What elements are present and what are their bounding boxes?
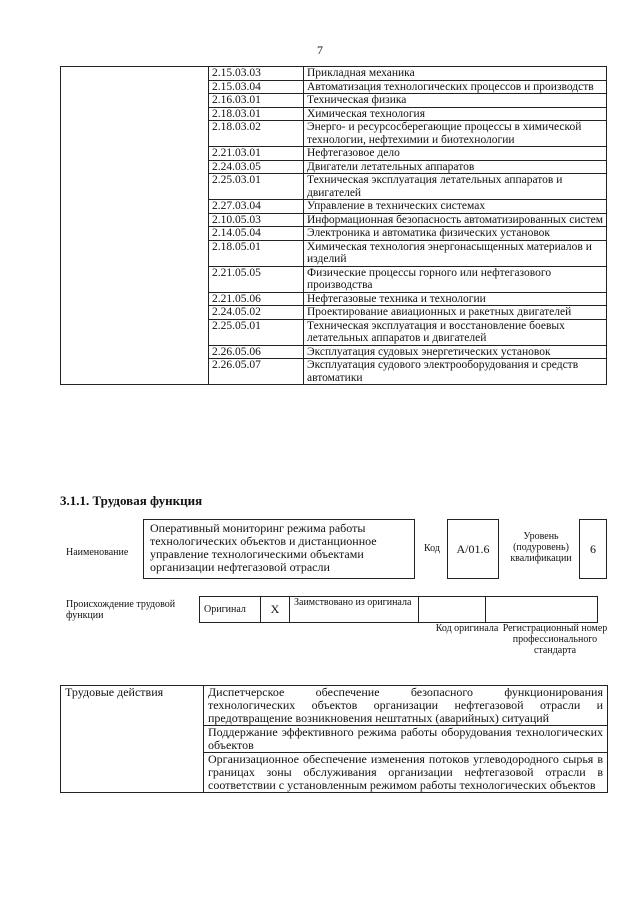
specialty-name: Электроника и автоматика физических установок xyxy=(304,227,607,241)
qualification-level-value: 6 xyxy=(579,519,607,579)
specialty-code: 2.15.03.04 xyxy=(209,80,304,94)
labor-actions-label: Трудовые действия xyxy=(61,686,204,793)
specialty-code: 2.21.05.05 xyxy=(209,266,304,292)
specialty-code: 2.15.03.03 xyxy=(209,67,304,81)
specialty-code: 2.26.05.07 xyxy=(209,359,304,385)
function-code-value: А/01.6 xyxy=(447,519,499,579)
specialty-name: Нефтегазовое дело xyxy=(304,147,607,161)
labor-action-item: Организационное обеспечение изменения потоков углеводородного сырья в границах зоны обслуживания организации нефтегазовой отрасли в соответствии с установленным режимом работы технологических объектов xyxy=(204,753,608,793)
specialty-code: 2.27.03.04 xyxy=(209,200,304,214)
specialty-name: Прикладная механика xyxy=(304,67,607,81)
specialty-code: 2.25.05.01 xyxy=(209,319,304,345)
specialty-code: 2.21.03.01 xyxy=(209,147,304,161)
borrowed-label: Заимствовано из оригинала xyxy=(290,597,419,623)
specialty-name: Управление в технических системах xyxy=(304,200,607,214)
specialty-code: 2.25.03.01 xyxy=(209,174,304,200)
specialty-code: 2.18.05.01 xyxy=(209,240,304,266)
registration-number-cell xyxy=(486,597,598,623)
origin-label: Происхождение трудовой функции xyxy=(66,599,176,621)
original-code-caption: Код оригинала xyxy=(435,623,499,634)
blank-cell xyxy=(61,67,209,385)
registration-number-caption: Регистрационный номер профессионального стандарта xyxy=(502,623,608,656)
labor-action-item: Поддержание эффективного режима работы оборудования технологических объектов xyxy=(204,726,608,753)
specialty-name: Двигатели летательных аппаратов xyxy=(304,160,607,174)
labor-action-item: Диспетчерское обеспечение безопасного функционирования технологических объектов организации нефтегазовой отрасли и предотвращение возникновения нештатных (аварийных) ситуаций xyxy=(204,686,608,726)
specialty-code: 2.26.05.06 xyxy=(209,345,304,359)
table-row xyxy=(61,67,607,81)
specialty-code: 2.18.03.02 xyxy=(209,121,304,147)
specialties-table xyxy=(60,66,607,385)
specialty-name: Техническая физика xyxy=(304,94,607,108)
original-label: Оригинал xyxy=(200,597,261,623)
specialty-name: Информационная безопасность автоматизированных систем xyxy=(304,213,607,227)
specialty-code: 2.24.03.05 xyxy=(209,160,304,174)
specialty-code: 2.14.05.04 xyxy=(209,227,304,241)
specialty-name: Нефтегазовые техника и технологии xyxy=(304,292,607,306)
specialty-name: Физические процессы горного или нефтегазового производства xyxy=(304,266,607,292)
page-number: 7 xyxy=(317,43,323,57)
specialty-name: Эксплуатация судовых энергетических установок xyxy=(304,345,607,359)
specialty-name: Проектирование авиационных и ракетных двигателей xyxy=(304,306,607,320)
specialty-name: Эксплуатация судового электрооборудования и средств автоматики xyxy=(304,359,607,385)
function-name-value: Оперативный мониторинг режима работы технологических объектов и дистанционное управление технологическими объектами организации нефтегазовой отрасли xyxy=(143,519,415,579)
specialty-code: 2.10.05.03 xyxy=(209,213,304,227)
qualification-level-label: Уровень (подуровень) квалификации xyxy=(510,531,572,564)
specialty-name: Химическая технология энергонасыщенных материалов и изделий xyxy=(304,240,607,266)
table-row xyxy=(61,686,608,726)
function-code-label: Код xyxy=(424,543,440,554)
origin-table xyxy=(199,596,598,623)
original-code-cell xyxy=(419,597,486,623)
specialty-name: Энерго- и ресурсосберегающие процессы в химической технологии, нефтехимии и биотехнологии xyxy=(304,121,607,147)
specialty-code: 2.16.03.01 xyxy=(209,94,304,108)
section-title: 3.1.1. Трудовая функция xyxy=(60,493,203,508)
specialty-name: Техническая эксплуатация летательных аппаратов и двигателей xyxy=(304,174,607,200)
specialty-name: Химическая технология xyxy=(304,107,607,121)
specialty-name: Автоматизация технологических процессов и производств xyxy=(304,80,607,94)
function-name-label: Наименование xyxy=(66,547,129,558)
specialty-code: 2.24.05.02 xyxy=(209,306,304,320)
original-mark: X xyxy=(261,597,290,623)
specialty-name: Техническая эксплуатация и восстановление боевых летательных аппаратов и двигателей xyxy=(304,319,607,345)
specialty-code: 2.21.05.06 xyxy=(209,292,304,306)
labor-actions-table xyxy=(60,685,608,793)
specialty-code: 2.18.03.01 xyxy=(209,107,304,121)
